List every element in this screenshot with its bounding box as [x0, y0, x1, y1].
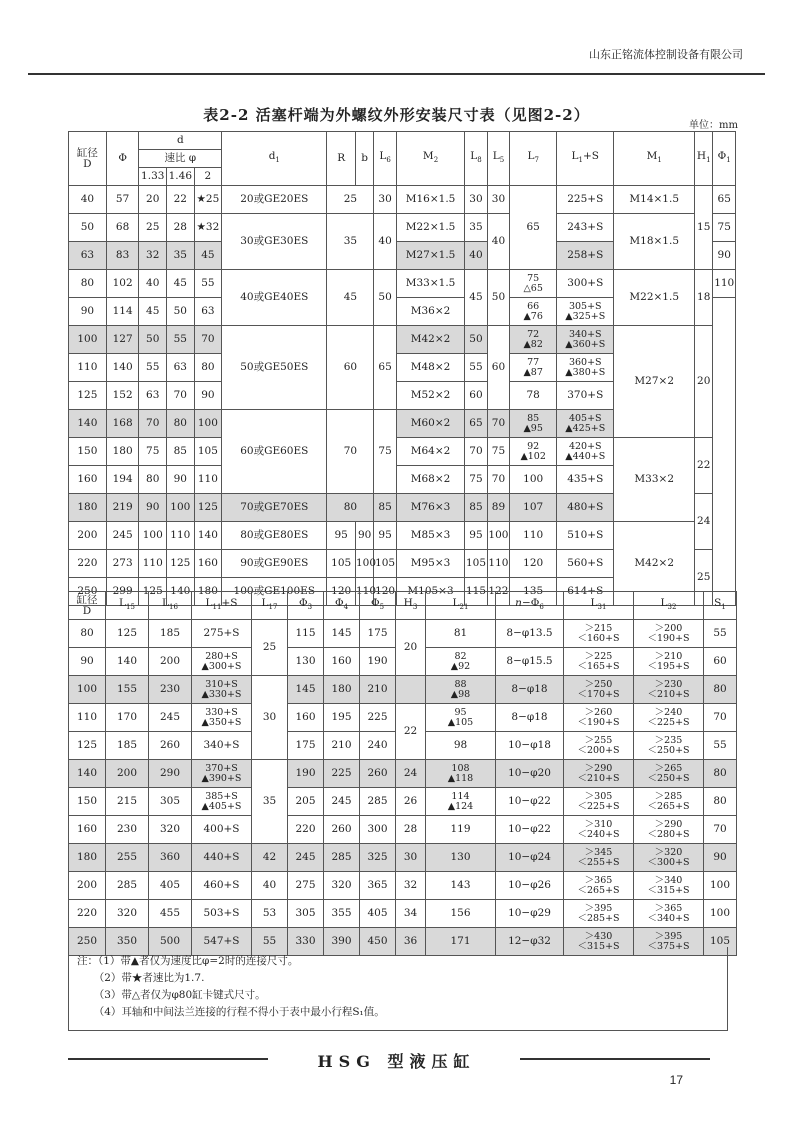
dimension-table-2: 缸径 D $L_{15}$ $L_{16}$ $L_{11}+S$ $L_{17}$ $\Phi_3$ $\Phi_4$ $\Phi_5$ $H_3$ $L_{21}$ $n-\Phi_6$ $L_{31}$ $L_{32}$ $S_1$ 80 125 185 275+S 25 115 145 175 20 81 8−φ13.5 ＞215 ＜160+S ＞200 ＜190+S 55 90 140 200 280+S ▲300+S 130 160 190 82 ▲92 8−φ15.5 ＞225 ＜165+S ＞210 ＜195+S 60 100 155 230 310+S ▲330+S 30 145 180 210 88 ▲98 8−φ18 ＞250 ＜170+S ＞230 ＜210+S 80 110 170 245 330+S ▲350+S 160 195 225 22 95 ▲105 8−φ18 ＞260 ＜190+S ＞240 ＜225+S 70 125 185 260 340+S 175 210 240 98 10−φ18 ＞255 ＜200+S ＞235 ＜250+S 55 140 200 290 370+S ▲390+S 35 190 225 260 24 108 ▲118 10−φ20 ＞290 ＜210+S ＞265 ＜250+S 80 150 215 305 385+S ▲405+S 205 245 285 26 114 ▲124 10−φ22 ＞305 ＜225+S ＞285 ＜265+S 80 160 230 320 400+S 220 260 300 28 119 10−φ22 ＞310 ＜240+S ＞290 ＜280+S 70 180 255 360 440+S 42 245 285 325 30 130 10−φ24 ＞345 ＜255+S ＞320 ＜300+S 90 200 285 405 460+S 40 275 320 365 32 143 10−φ26 ＞365 ＜265+S ＞340 ＜315+S 100 220 320 455 503+S 53 305 355 405 34 156 10−φ29 ＞395 ＜285+S ＞365 ＜340+S 100 250 350 500 547+S 55 330 390 450 36 171 12−φ32 ＞430 ＜315+S ＞395 ＜375+S 105 — [68, 591, 737, 956]
note-line: （2）带★者速比为1.7. — [77, 972, 205, 984]
note-line: （4）耳轴和中间法兰连接的行程不得小于表中最小行程S₁值。 — [77, 1006, 385, 1018]
page-number: 17 — [669, 1073, 683, 1087]
dimension-table-1: 缸径 D Φ d $d_1$ R b $L_6$ $M_2$ $L_8$ $L_5$ $L_7$ $L_1+S$ $M_1$ $H_1$ $\Phi_1$ 速比 φ 1.33 1.46 2 40 57 20 22 ★25 20或GE20ES 25 30 M16×1.5 30 30 65 225+S M14×1.5 15 65 50 68 25 28 ★32 30或GE30ES 35 40 M22×1.5 35 40 243+S M18×1.5 75 63 83 32 35 45 M27×1.5 40 258+S 90 80 102 40 45 55 40或GE40ES 45 50 M33×1.5 45 50 75 △65 300+S M22×1.5 18 110 90 114 45 50 63 M36×2 66 ▲76 305+S ▲325+S 100 127 50 55 70 50或GE50ES 60 65 M42×2 50 60 72 ▲82 340+S ▲360+S M27×2 20 110 140 55 63 80 M48×2 55 77 ▲87 360+S ▲380+S 125 152 63 70 90 M52×2 60 78 370+S 140 168 70 80 100 60或GE60ES 70 75 M60×2 65 70 85 ▲95 405+S ▲425+S 150 180 75 85 105 M64×2 70 75 92 ▲102 420+S ▲440+S M33×2 22 160 194 80 90 110 M68×2 75 70 100 435+S 180 219 90 100 125 70或GE70ES 80 85 M76×3 85 89 107 480+S 24 200 245 100 110 140 80或GE80ES 95 90 95 M85×3 95 100 110 510+S M42×2 220 273 110 125 160 90或GE90ES 105 100 105 M95×3 105 110 120 560+S 25 250 299 125 140 180 100或GE100ES 120 110 120 M105×3 115 122 135 614+S — [68, 131, 736, 606]
page-title: 表2-2 活塞杆端为外螺纹外形安装尺寸表（见图2-2） — [203, 106, 590, 124]
notes — [68, 947, 728, 1031]
company-name: 山东正铭流体控制设备有限公司 — [589, 48, 743, 61]
note-line: （3）带△者仅为φ80缸卡键式尺寸。 — [77, 989, 266, 1001]
unit-label: 单位：mm — [689, 120, 738, 131]
header-rule — [28, 73, 765, 75]
footer-title: HSG 型液压缸 — [317, 1052, 476, 1071]
note-line: 注：（1）带▲者仅为速度比φ=2时的连接尺寸。 — [77, 955, 299, 967]
